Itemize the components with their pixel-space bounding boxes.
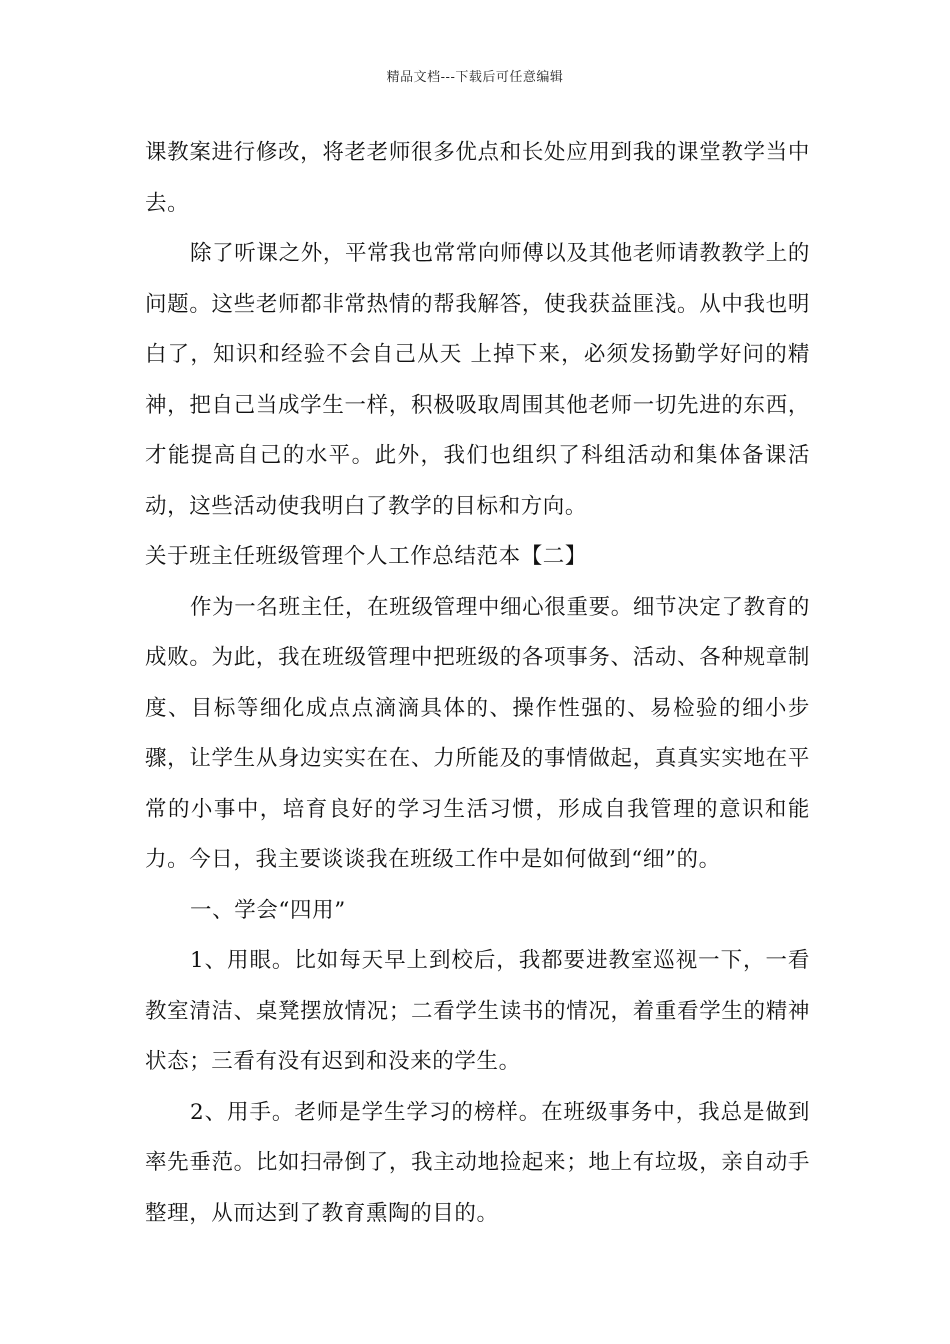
sub-heading-four-uses: 一、学会“四用” (190, 897, 346, 923)
document-body (145, 128, 810, 1239)
paragraph-use-hands: 2、用手。老师是学生学习的榜样。在班级事务中，我总是做到率先垂范。比如扫帚倒了，我主动地捡起来；地上有垃圾，亲自动手整理，从而达到了教育熏陶的目的。 (145, 1099, 810, 1226)
section-title: 关于班主任班级管理个人工作总结范本【二】 (145, 544, 588, 569)
paragraph-learning-from-teachers: 除了听课之外，平常我也常常向师傅以及其他老师请教教学上的问题。这些老师都非常热情的帮我解答，使我获益匪浅。从中我也明白了，知识和经验不会自己从天 上掉下来，必须发扬勤学好问的精神，把自己当成学生一样，积极吸取周围其他老师一切先进的东西，才能提高自己的水平。此外，我们也组织了科组活动和集体备课活动，这些活动使我明白了教学的目标和方向。 (145, 241, 810, 519)
paragraph-use-eyes: 1、用眼。比如每天早上到校后，我都要进教室巡视一下，一看教室清洁、桌凳摆放情况；二看学生读书的情况，着重看学生的精神状态；三看有没有迟到和没来的学生。 (145, 948, 810, 1074)
paragraph-class-management-intro: 作为一名班主任，在班级管理中细心很重要。细节决定了教育的成败。为此，我在班级管理中把班级的各项事务、活动、各种规章制度、目标等细化成点点滴滴具体的、操作性强的、易检验的细小步骤，让学生从身边实实在在、力所能及的事情做起，真真实实地在平常的小事中，培育良好的学习生活习惯，形成自我管理的意识和能力。今日，我主要谈谈我在班级工作中是如何做到“细”的。 (145, 594, 810, 872)
page-header: 精品文档---下载后可任意编辑 (386, 70, 564, 85)
paragraph-continuation: 课教案进行修改，将老老师很多优点和长处应用到我的课堂教学当中去。 (145, 140, 810, 216)
